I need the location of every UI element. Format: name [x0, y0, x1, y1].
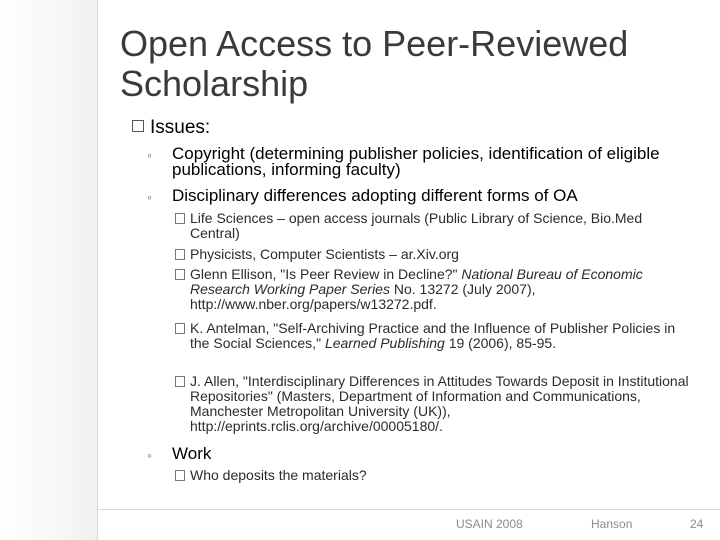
antelman-journal: Learned Publishing	[324, 335, 445, 351]
square-bullet-icon	[175, 470, 185, 481]
left-decorative-band	[0, 0, 97, 540]
allen-citation: J. Allen, "Interdisciplinary Differences in Attitudes Towards Deposit in Institutional Repositories" (Masters, Department of Information and Communications, Manchester Metropolitan University (UK)), http://eprints.rclis.org/archive/00005180/.	[190, 373, 689, 434]
ellison-author-title: Glenn Ellison, "Is Peer Review in Decline?"	[190, 266, 462, 282]
square-bullet-icon	[175, 323, 185, 334]
life-sciences-text: Life Sciences – open access journals (Public Library of Science, Bio.Med Central)	[190, 210, 643, 241]
ellison-citation	[190, 267, 695, 312]
physicists-text: Physicists, Computer Scientists – ar.Xiv.org	[190, 246, 459, 262]
footer-event: USAIN 2008	[456, 517, 523, 531]
ellison-details: No. 13272 (July 2007), http://www.nber.org/papers/w13272.pdf.	[190, 281, 536, 312]
footer-page-number: 24	[690, 517, 704, 531]
square-bullet-icon	[175, 213, 185, 224]
square-bullet-icon	[132, 120, 144, 132]
ring-bullet-icon: ◦	[147, 447, 152, 463]
square-bullet-icon	[175, 376, 185, 387]
antelman-citation	[190, 321, 695, 351]
footer-author: Hanson	[591, 517, 633, 531]
footer-divider	[97, 509, 720, 510]
issues-label: Issues:	[150, 117, 211, 138]
ellison-series: National Bureau of Economic Research Working Paper Series	[190, 266, 643, 297]
copyright-text: Copyright (determining publisher policies, identification of eligible publications, informing faculty)	[172, 144, 660, 179]
who-deposits-text: Who deposits the materials?	[190, 467, 367, 483]
antelman-author-title: K. Antelman, "Self-Archiving Practice and the Influence of Publisher Policies in the Social Sciences,"	[190, 320, 676, 351]
slide-title: Open Access to Peer-Reviewed Scholarship	[120, 23, 629, 104]
work-text: Work	[172, 444, 212, 463]
antelman-details: 19 (2006), 85-95.	[444, 335, 557, 351]
square-bullet-icon	[175, 249, 185, 260]
square-bullet-icon	[175, 269, 185, 280]
disciplinary-text: Disciplinary differences adopting different forms of OA	[172, 186, 578, 205]
ring-bullet-icon: ◦	[147, 189, 152, 205]
ring-bullet-icon: ◦	[147, 147, 152, 163]
vertical-divider	[97, 0, 98, 540]
